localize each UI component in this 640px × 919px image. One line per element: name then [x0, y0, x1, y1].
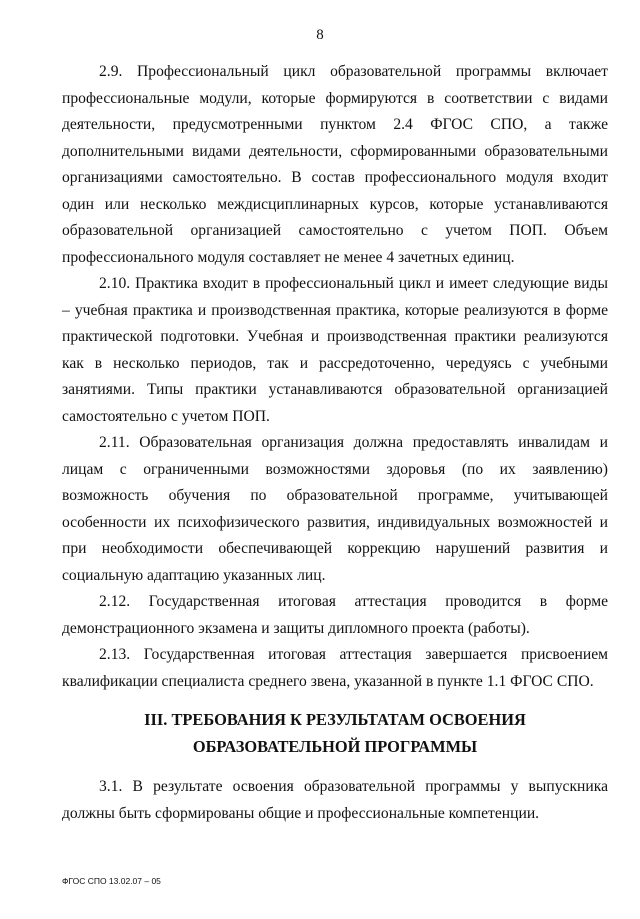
section-heading: III. ТРЕБОВАНИЯ К РЕЗУЛЬТАТАМ ОСВОЕНИЯ ОБРАЗОВАТЕЛЬНОЙ ПРОГРАММЫ [144, 710, 526, 756]
document-body [62, 59, 608, 827]
paragraph-2-11: 2.11. Образовательная организация должна предоставлять инвалидам и лицам с ограниченными возможностями здоровья (по их заявлению) возможность обучения по образовательной программе, учитывающей особенности их психофизического развития, индивидуальных возможностей и при необходимости обеспечивающей коррекцию нарушений развития и социальную адаптацию указанных лиц. [62, 434, 608, 584]
footer-document-code: ФГОС СПО 13.02.07 – 05 [62, 876, 161, 886]
paragraph-2-13: 2.13. Государственная итоговая аттестация завершается присвоением квалификации специалиста среднего звена, указанной в пункте 1.1 ФГОС СПО. [62, 646, 608, 690]
page-number: 8 [316, 27, 324, 43]
paragraph-2-9: 2.9. Профессиональный цикл образовательной программы включает профессиональные модули, которые формируются в соответствии с видами деятельности, предусмотренными пунктом 2.4 ФГОС СПО, а также дополнительными видами деятельности, сформированными образовательными организациями самостоятельно. В состав профессионального модуля входит один или несколько междисциплинарных курсов, которые устанавливаются образовательной организацией самостоятельно с учетом ПОП. Объем профессионального модуля составляет не менее 4 зачетных единиц. [62, 63, 608, 266]
paragraph-2-10: 2.10. Практика входит в профессиональный цикл и имеет следующие виды – учебная практика и производственная практика, которые реализуются в форме практической подготовки. Учебная и производственная практики реализуются как в несколько периодов, так и рассредоточенно, чередуясь с учебными занятиями. Типы практики устанавливаются образовательной организацией самостоятельно с учетом ПОП. [62, 275, 608, 425]
paragraph-2-12: 2.12. Государственная итоговая аттестация проводится в форме демонстрационного экзамена и защиты дипломного проекта (работы). [62, 593, 608, 637]
paragraph-3-1: 3.1. В результате освоения образовательной программы у выпускника должны быть сформированы общие и профессиональные компетенции. [62, 778, 608, 822]
